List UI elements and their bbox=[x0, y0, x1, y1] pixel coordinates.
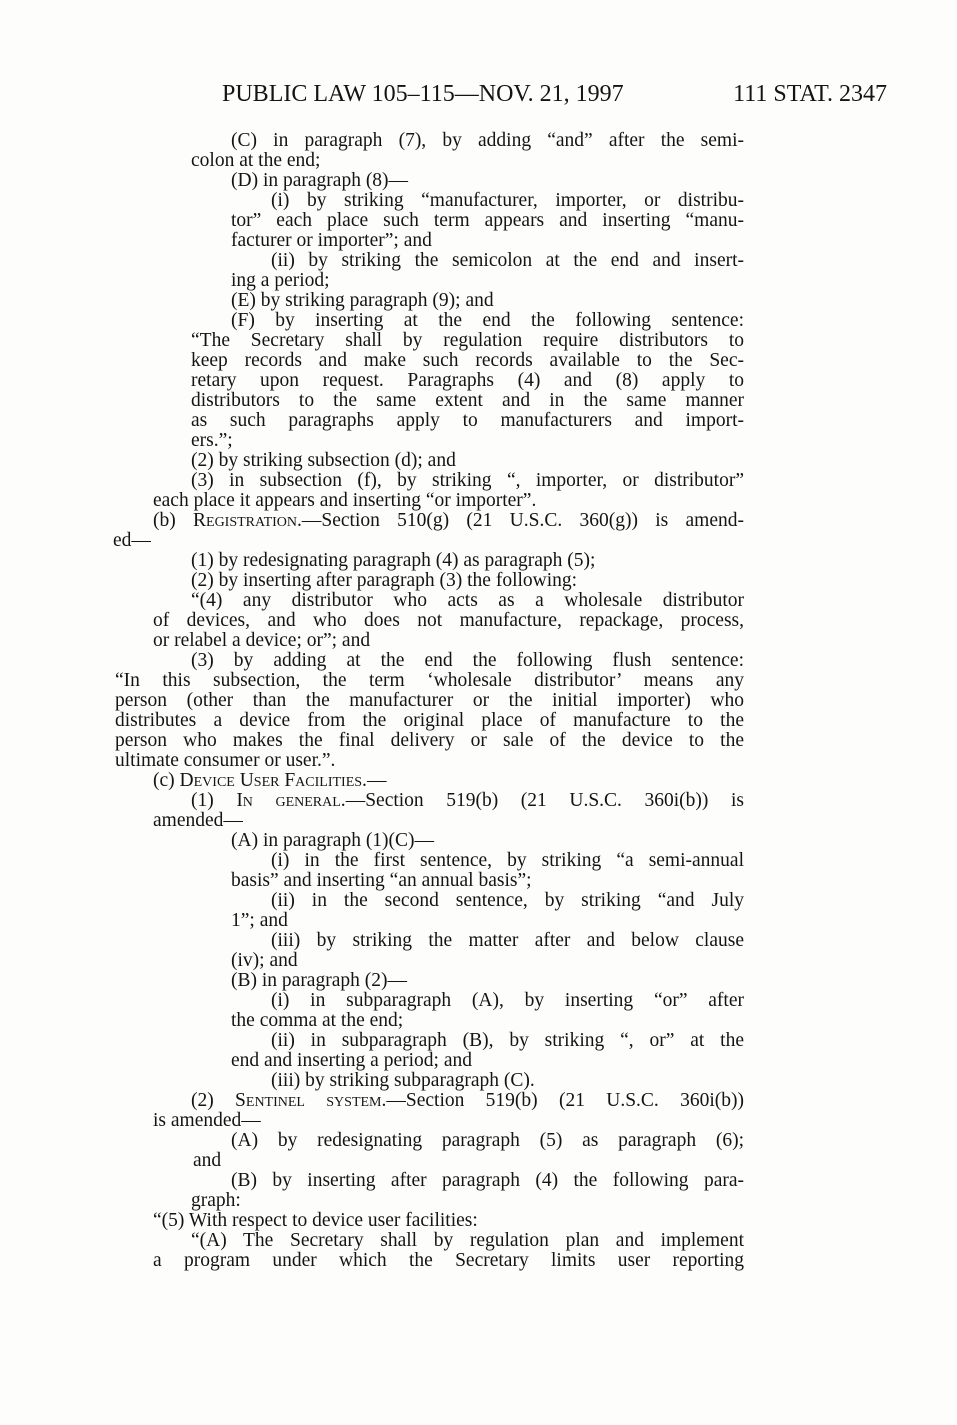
registration-heading: Registration. bbox=[193, 510, 302, 531]
paragraph-c1-heading-line bbox=[191, 791, 744, 811]
text-line: (D) in paragraph (8)— bbox=[231, 170, 409, 191]
text-line: (3) in subsection (f), by striking “, importer, or distributor” bbox=[191, 470, 744, 491]
text-line: end and inserting a period; and bbox=[231, 1050, 472, 1071]
text-line: tor” each place such term appears and inserting “manu- bbox=[231, 210, 744, 231]
text-line: facturer or importer”; and bbox=[231, 230, 432, 251]
text-line: —Section 510(g) (21 U.S.C. 360(g)) is amend- bbox=[301, 510, 744, 531]
text-line: or relabel a device; or”; and bbox=[153, 630, 371, 651]
text-line: —Section 519(b) (21 U.S.C. 360i(b)) bbox=[386, 1090, 744, 1111]
text-line: distributors to the same extent and in the same manner bbox=[191, 390, 744, 411]
subsection-c-label: (c) bbox=[153, 770, 180, 791]
text-line: “(4) any distributor who acts as a wholesale distributor bbox=[191, 590, 744, 611]
text-line: (i) in the first sentence, by striking “a semi-annual bbox=[271, 850, 744, 871]
text-line: — bbox=[366, 770, 387, 791]
sentinel-system-heading: Sentinel system. bbox=[235, 1090, 387, 1111]
subsection-b-label: (b) bbox=[153, 510, 194, 531]
statute-page-number: 111 STAT. 2347 bbox=[733, 81, 887, 107]
text-line: (B) in paragraph (2)— bbox=[231, 970, 407, 991]
text-line: (iii) by striking subparagraph (C). bbox=[271, 1070, 535, 1091]
text-line: ultimate consumer or user.”. bbox=[115, 750, 336, 771]
text-line: (iii) by striking the matter after and below clause bbox=[271, 930, 744, 951]
text-line: (2) by inserting after paragraph (3) the following: bbox=[191, 570, 578, 591]
text-line: a program under which the Secretary limits user reporting bbox=[153, 1250, 744, 1271]
text-line: (A) in paragraph (1)(C)— bbox=[231, 830, 435, 851]
text-line: (i) in subparagraph (A), by inserting “or” after bbox=[271, 990, 744, 1011]
text-line: person who makes the final delivery or sale of the device to the bbox=[115, 730, 744, 751]
text-line: keep records and make such records available to the Sec- bbox=[191, 350, 744, 371]
text-line: “(5) With respect to device user facilities: bbox=[153, 1210, 478, 1231]
text-line: (A) by redesignating paragraph (5) as paragraph (6); bbox=[231, 1130, 744, 1151]
text-line: basis” and inserting “an annual basis”; bbox=[231, 870, 532, 891]
text-line: (1) by redesignating paragraph (4) as paragraph (5); bbox=[191, 550, 596, 571]
text-line: retary upon request. Paragraphs (4) and (8) apply to bbox=[191, 370, 744, 391]
subsection-c-heading-line bbox=[153, 771, 957, 791]
text-line: (E) by striking paragraph (9); and bbox=[231, 290, 494, 311]
text-line: (B) by inserting after paragraph (4) the following para- bbox=[231, 1170, 744, 1191]
text-line: 1”; and bbox=[231, 910, 288, 931]
paragraph-c1-label: (1) bbox=[191, 790, 237, 811]
text-line: (3) by adding at the end the following flush sentence: bbox=[191, 650, 744, 671]
text-line: the comma at the end; bbox=[231, 1010, 404, 1031]
text-line: person (other than the manufacturer or the initial importer) who bbox=[115, 690, 744, 711]
text-line: (ii) by striking the semicolon at the end and insert- bbox=[271, 250, 744, 271]
text-line: each place it appears and inserting “or importer”. bbox=[153, 490, 537, 511]
text-line: (ii) in the second sentence, by striking “and July bbox=[271, 890, 744, 911]
text-line: “The Secretary shall by regulation require distributors to bbox=[191, 330, 744, 351]
text-line: as such paragraphs apply to manufacturers and import- bbox=[191, 410, 744, 431]
text-line: —Section 519(b) (21 U.S.C. 360i(b)) is bbox=[345, 790, 744, 811]
text-line: (i) by striking “manufacturer, importer, or distribu- bbox=[271, 190, 744, 211]
text-line: colon at the end; bbox=[191, 150, 321, 171]
text-line: distributes a device from the original place of manufacture to the bbox=[115, 710, 744, 731]
text-line: ing a period; bbox=[231, 270, 330, 291]
text-line: is amended— bbox=[153, 1110, 261, 1131]
text-line: (2) by striking subsection (d); and bbox=[191, 450, 456, 471]
text-line: (C) in paragraph (7), by adding “and” after the semi- bbox=[231, 130, 744, 151]
text-line: ed— bbox=[113, 530, 151, 551]
text-line: of devices, and who does not manufacture, repackage, process, bbox=[153, 610, 744, 631]
text-line: graph: bbox=[191, 1190, 241, 1211]
text-line: and bbox=[193, 1150, 222, 1171]
text-line: (ii) in subparagraph (B), by striking “, or” at the bbox=[271, 1030, 744, 1051]
text-line: (iv); and bbox=[231, 950, 298, 971]
text-line: amended— bbox=[153, 810, 243, 831]
page-header bbox=[222, 74, 887, 114]
paragraph-c2-heading-line bbox=[191, 1091, 744, 1111]
text-line: “(A) The Secretary shall by regulation plan and implement bbox=[191, 1230, 744, 1251]
subsection-b-heading-line bbox=[153, 511, 744, 531]
public-law-citation: PUBLIC LAW 105–115—NOV. 21, 1997 bbox=[222, 81, 624, 107]
device-user-facilities-heading: Device User Facilities. bbox=[179, 770, 367, 791]
paragraph-c2-label: (2) bbox=[191, 1090, 236, 1111]
text-line: (F) by inserting at the end the following sentence: bbox=[231, 310, 744, 331]
in-general-heading: In general. bbox=[236, 790, 346, 811]
text-line: ers.”; bbox=[191, 430, 233, 451]
text-line: “In this subsection, the term ‘wholesale distributor’ means any bbox=[115, 670, 744, 691]
